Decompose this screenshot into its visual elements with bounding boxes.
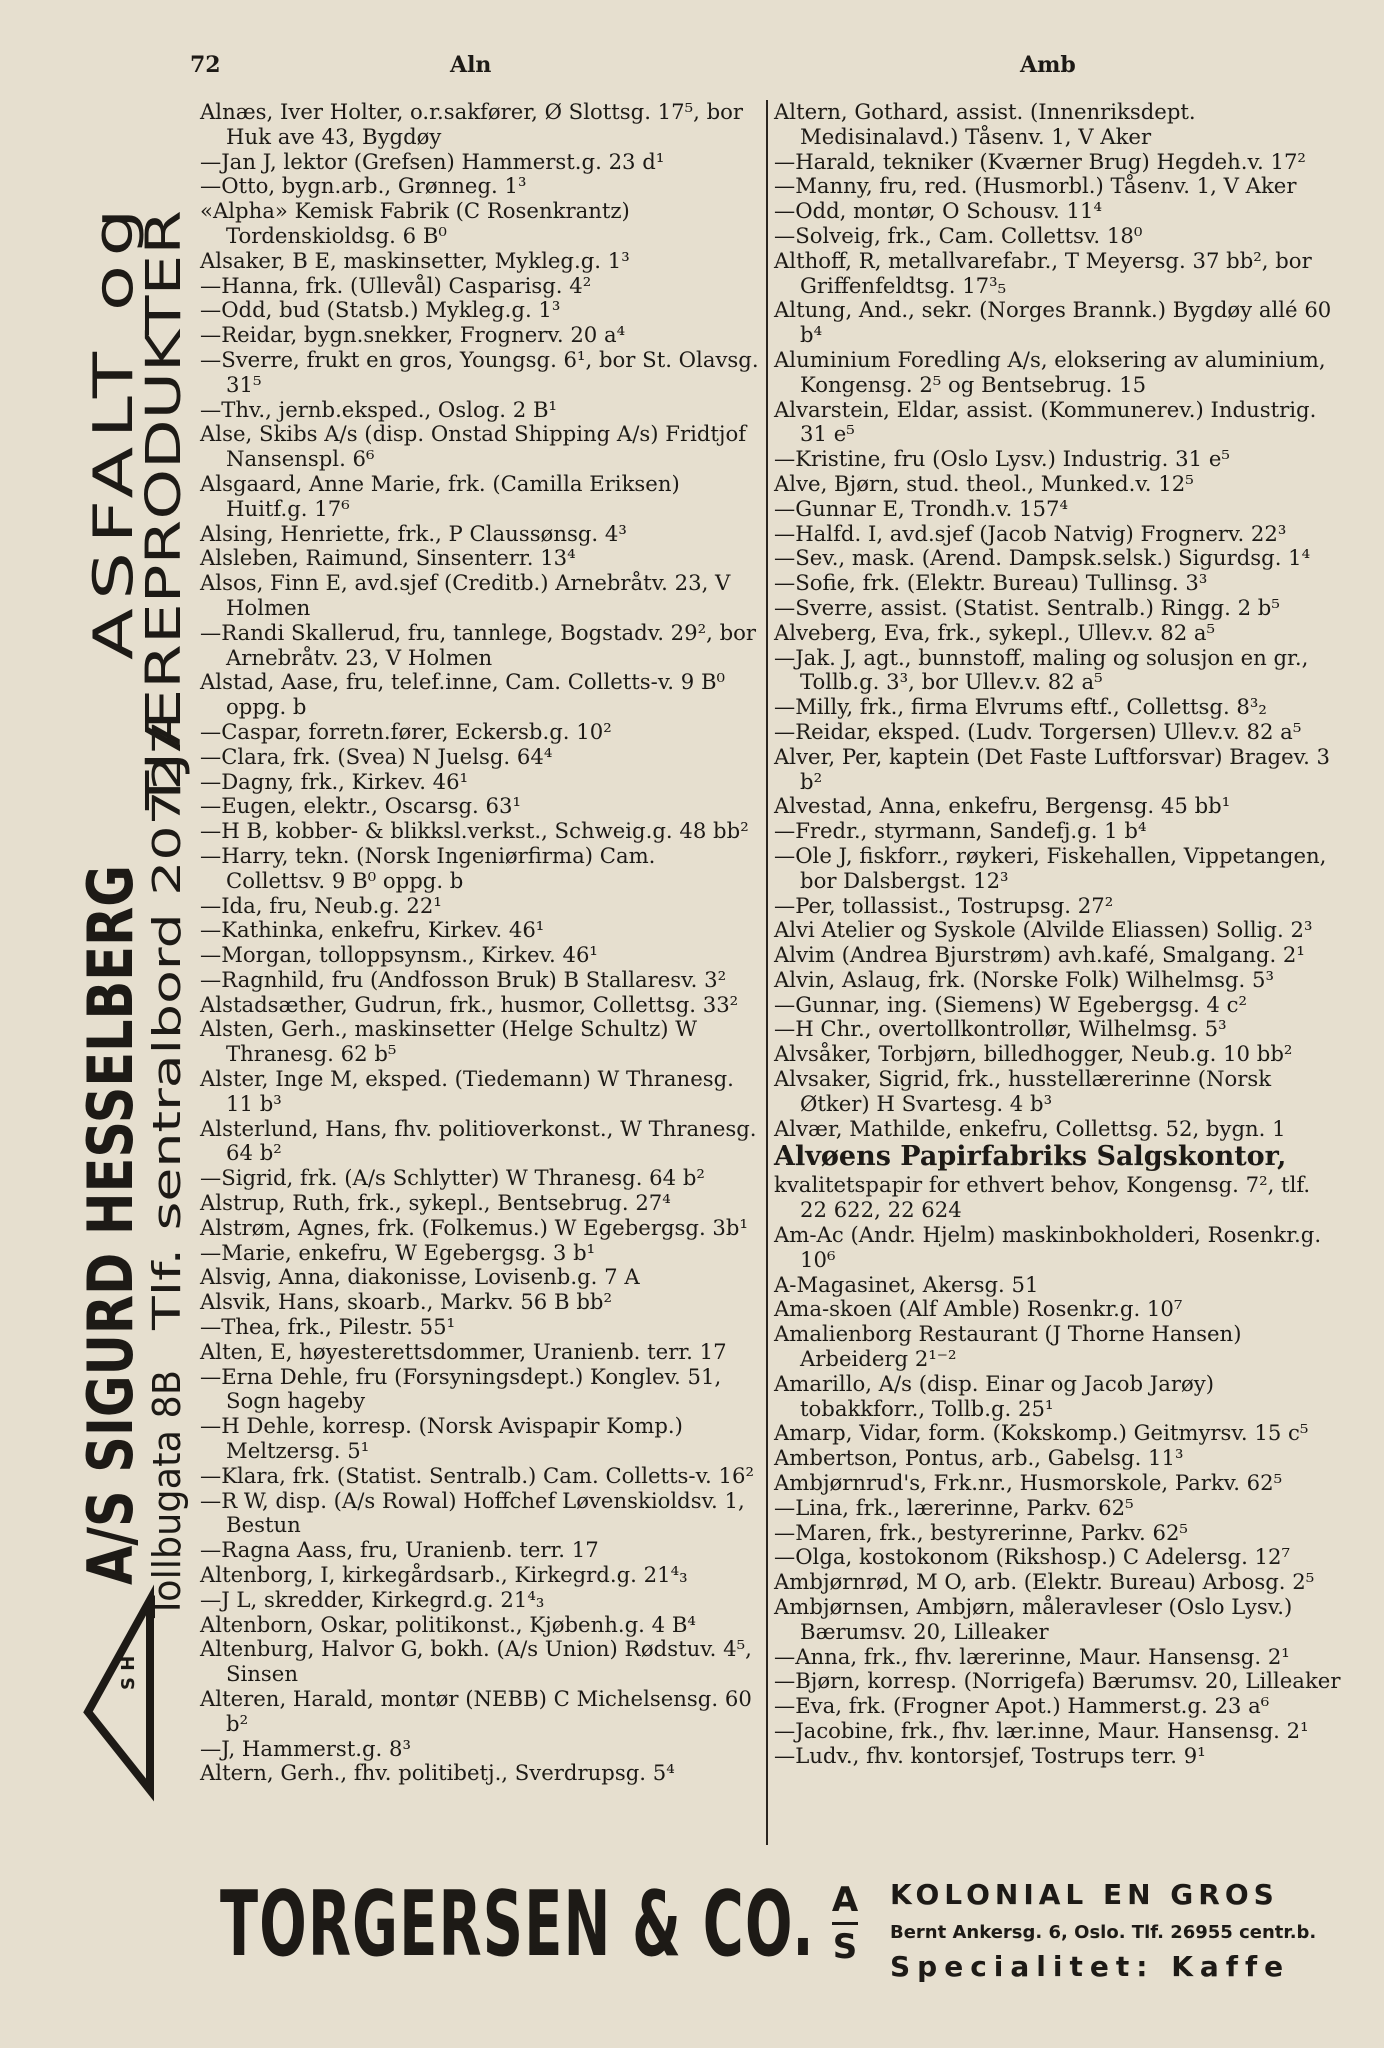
directory-entry: Alsterlund, Hans, fhv. politioverkonst., W Thranesg. 64 b² [200,1115,757,1166]
directory-entry: Alstrup, Ruth, frk., sykepl., Bentsebrug. 27⁴ [200,1190,671,1216]
directory-entry: Alvarstein, Eldar, assist. (Kommunerev.) Industrig. 31 e⁵ [774,396,1317,447]
bottom-ad-company: TORGERSEN & CO. [220,1872,815,1977]
side-ad-company: A/S SIGURD HESSELBERG [74,707,147,1585]
directory-entry: Alse, Skibs A/s (disp. Onstad Shipping A/s) Fridtjof Nansenspl. 6⁶ [200,421,747,472]
directory-entry: —Morgan, tolloppsynsm., Kirkev. 46¹ [200,942,598,968]
directory-entry: Althoff, R, metallvarefabr., T Meyersg. 37 bb², bor Griffenfeldtsg. 17³₅ [774,247,1312,298]
legal-letter-a: A [831,1880,859,1920]
directory-entry: Altung, And., sekr. (Norges Brannk.) Bygdøy allé 60 b⁴ [774,297,1332,348]
directory-entry: —Solveig, frk., Cam. Collettsv. 18⁰ [774,222,1143,248]
directory-entry: —Lina, frk., lærerinne, Parkv. 62⁵ [774,1494,1134,1520]
logo-letters: S H [118,1655,139,1690]
directory-entry: —Klara, frk. (Statist. Sentralb.) Cam. Colletts-v. 16² [200,1462,754,1488]
directory-entry: —Kathinka, enkefru, Kirkev. 46¹ [200,917,545,943]
side-advertisement [0,0,200,1860]
directory-entry: —Milly, frk., firma Elvrums eftf., Collettsg. 8³₂ [774,694,1267,720]
directory-entry: Alstad, Aase, fru, telef.inne, Cam. Colletts-v. 9 B⁰ oppg. b [200,669,726,720]
side-ad-address: Tollbugata 8B [145,1360,189,1618]
directory-entry: «Alpha» Kemisk Fabrik (C Rosenkrantz) Tordenskioldsg. 6 B⁰ [200,198,630,248]
directory-entry: Alstrøm, Agnes, frk. (Folkemus.) W Egebergsg. 3b¹ [200,1214,748,1240]
directory-entry: Alvim (Andrea Bjurstrøm) avh.kafé, Smalgang. 2¹ [774,942,1305,968]
directory-entry: —Ludv., fhv. kontorsjef, Tostrups terr. 9¹ [774,1742,1206,1768]
logo-triangle-icon [88,1600,150,1790]
directory-entry: —Sofie, frk. (Elektr. Bureau) Tullinsg. 3³ [774,570,1208,596]
bottom-ad-line3: Specialitet: Kaffe [890,1950,1291,1983]
bottom-ad-line1: KOLONIAL EN GROS [890,1878,1279,1911]
directory-entry: Am-Ac (Andr. Hjelm) maskinbokholderi, Rosenkr.g. 10⁶ [774,1222,1322,1272]
page-header [190,52,1340,92]
directory-entry: Alsaker, B E, maskinsetter, Mykleg.g. 1³ [200,247,630,273]
directory-entry: —Randi Skallerud, fru, tannlege, Bogstadv. 29², bor Arnebråtv. 23, V Holmen [200,619,757,670]
directory-entry: —Fredr., styrmann, Sandefj.g. 1 b⁴ [774,818,1147,844]
directory-entry: —Ida, fru, Neub.g. 22¹ [200,892,442,918]
directory-entry: —Bjørn, korresp. (Norrigefa) Bærumsv. 20, Lilleaker [774,1668,1341,1694]
directory-entry: —Gunnar, ing. (Siemens) W Egebergsg. 4 c² [774,991,1248,1017]
directory-entry: —Anna, frk., fhv. lærerinne, Maur. Hansensg. 2¹ [774,1643,1290,1669]
directory-entry: A-Magasinet, Akersg. 51 [774,1271,1039,1297]
directory-entry: —R W, disp. (A/s Rowal) Hoffchef Løvenskioldsv. 1, Bestun [200,1487,745,1538]
directory-entry: —Ragna Aass, fru, Uranienb. terr. 17 [200,1537,599,1563]
directory-entry: —Manny, fru, red. (Husmorbl.) Tåsenv. 1, V Aker [774,173,1297,199]
bottom-advertisement [210,1870,1350,1990]
directory-entry: —Halfd. I, avd.sjef (Jacob Natvig) Frognerv. 22³ [774,520,1287,546]
directory-entry: Alveberg, Eva, frk., sykepl., Ullev.v. 82 a⁵ [774,619,1216,645]
directory-entry: —H Chr., overtollkontrollør, Wilhelmsg. 5³ [774,1016,1227,1042]
directory-entry: —Odd, montør, O Schousv. 11⁴ [774,198,1102,224]
directory-entry: Alvin, Aslaug, frk. (Norske Folk) Wilhelmsg. 5³ [774,966,1274,992]
directory-entry: —Maren, frk., bestyrerinne, Parkv. 62⁵ [774,1519,1188,1545]
directory-entry: —Ole J, fiskforr., røykeri, Fiskehallen, Vippetangen, bor Dalsbergst. 12³ [774,842,1327,893]
directory-entry: —Olga, kostokonom (Rikshosp.) C Adelersg. 12⁷ [774,1544,1290,1570]
directory-entry: Alver, Per, kaptein (Det Faste Luftforsvar) Bragev. 3 b² [774,743,1331,794]
directory-entry: —Thv., jernb.eksped., Oslog. 2 B¹ [200,396,558,422]
legal-bar [832,1922,858,1925]
directory-entry: Alsing, Henriette, frk., P Claussønsg. 4³ [200,520,627,546]
directory-entry: Alsvig, Anna, diakonisse, Lovisenb.g. 7 A [200,1264,640,1290]
directory-entry: —Eva, frk. (Frogner Apot.) Hammerst.g. 23 a⁶ [774,1693,1270,1719]
directory-entry: Alteren, Harald, montør (NEBB) C Michelsensg. 60 b² [200,1686,752,1736]
directory-entry: —Marie, enkefru, W Egebergsg. 3 b¹ [200,1239,596,1265]
directory-entry: —Jacobine, frk., fhv. lær.inne, Maur. Hansensg. 2¹ [774,1718,1309,1743]
directory-entry: Amarillo, A/s (disp. Einar og Jacob Jarøy) tobakkforr., Tollb.g. 25¹ [774,1370,1214,1421]
directory-entry: —Hanna, frk. (Ullevål) Casparisg. 4² [200,272,592,298]
directory-entry: —Thea, frk., Pilestr. 55¹ [200,1314,456,1340]
directory-entry: —J, Hammerst.g. 8³ [200,1735,411,1761]
directory-entry: Altern, Gerh., fhv. politibetj., Sverdrupsg. 5⁴ [200,1760,675,1786]
side-ad-phone: Tlf. sentralbord 20727 [145,910,189,1330]
directory-entry: Alsgaard, Anne Marie, frk. (Camilla Eriksen) Huitf.g. 17⁶ [200,470,680,521]
directory-entry: —Kristine, fru (Oslo Lysv.) Industrig. 31 e⁵ [774,446,1230,472]
directory-entry: Alvær, Mathilde, enkefru, Collettsg. 52, bygn. 1 [774,1115,1286,1141]
directory-entry: —J L, skredder, Kirkegrd.g. 21⁴₃ [200,1586,545,1612]
directory-entry: —H B, kobber- & blikksl.verkst., Schweig.g. 48 bb² [200,818,749,844]
directory-entry: —Reidar, eksped. (Ludv. Torgersen) Ullev.v. 82 a⁵ [774,718,1302,744]
bottom-ad-line2: Bernt Ankersg. 6, Oslo. Tlf. 26955 centr.b. [890,1922,1317,1943]
page-number: 72 [190,52,221,78]
directory-entry: Alten, E, høyesterettsdommer, Uranienb. terr. 17 [200,1338,727,1364]
bottom-ad-legal-form [825,1880,865,1967]
directory-entry: Ambjørnsen, Ambjørn, måleravleser (Oslo Lysv.) Bærumsv. 20, Lilleaker [774,1594,1293,1644]
directory-entry: —Reidar, bygn.snekker, Frognerv. 20 a⁴ [200,322,626,348]
directory-entry: —Ragnhild, fru (Andfosson Bruk) B Stallaresv. 3² [200,966,727,992]
directory-entry: Alnæs, Iver Holter, o.r.sakfører, Ø Slottsg. 17⁵, bor Huk ave 43, Bygdøy [200,99,744,149]
directory-entry: —Clara, frk. (Svea) N Juelsg. 64⁴ [200,743,553,769]
directory-entry: —Eugen, elektr., Oscarsg. 63¹ [200,793,521,819]
directory-entry: Aluminium Foredling A/s, eloksering av aluminium, Kongensg. 2⁵ og Bentsebrug. 15 [774,346,1326,397]
directory-entry: —Harry, tekn. (Norsk Ingeniørfirma) Cam. Collettsv. 9 B⁰ oppg. b [200,842,656,893]
directory-entry: —Caspar, forretn.fører, Eckersb.g. 10² [200,718,612,744]
directory-entry: Alvsåker, Torbjørn, billedhogger, Neub.g. 10 bb² [774,1041,1293,1067]
directory-entry: Alsleben, Raimund, Sinsenterr. 13⁴ [200,545,576,571]
directory-entry: Ambertson, Pontus, arb., Gabelsg. 11³ [774,1445,1184,1471]
side-ad-products-bottom: TJÆREPRODUKTER [136,363,192,810]
directory-entry: —Erna Dehle, fru (Forsyningsdept.) Konglev. 51, Sogn hageby [200,1363,722,1414]
directory-entry: Alstadsæther, Gudrun, frk., husmor, Collettsg. 33² [200,991,739,1017]
directory-entry: —Otto, bygn.arb., Grønneg. 1³ [200,173,527,199]
directory-entry: —Gunnar E, Trondh.v. 157⁴ [774,495,1068,521]
directory-entry: Alve, Bjørn, stud. theol., Munked.v. 12⁵ [774,470,1194,496]
guide-word-left: Aln [450,52,492,78]
directory-entry: Alsos, Finn E, avd.sjef (Creditb.) Arnebråtv. 23, V Holmen [200,570,731,620]
directory-entry: —Sverre, assist. (Statist. Sentralb.) Ringg. 2 b⁵ [774,594,1280,620]
directory-entry: Ambjørnrød, M O, arb. (Elektr. Bureau) Arbosg. 2⁵ [774,1569,1315,1595]
directory-entry: —Sev., mask. (Arend. Dampsk.selsk.) Sigurdsg. 1⁴ [774,545,1311,571]
guide-word-right: Amb [1020,52,1076,78]
directory-entry: —Odd, bud (Statsb.) Mykleg.g. 1³ [200,297,561,323]
directory-entry: —Sverre, frukt en gros, Youngsg. 6¹, bor St. Olavsg. 31⁵ [200,346,759,397]
directory-entry: Alsten, Gerh., maskinsetter (Helge Schultz) W Thranesg. 62 b⁵ [200,1016,698,1067]
directory-entry: Ambjørnrud's, Frk.nr., Husmorskole, Parkv. 62⁵ [774,1470,1283,1496]
directory-entry: —Dagny, frk., Kirkev. 46¹ [200,768,469,794]
directory-entry: Amarp, Vidar, form. (Kokskomp.) Geitmyrsv. 15 c⁵ [774,1420,1309,1446]
directory-entry: Altenborn, Oskar, politikonst., Kjøbenh.g. 4 B⁴ [200,1611,696,1637]
directory-entry: Alvsaker, Sigrid, frk., husstellærerinne (Norsk Øtker) H Svartesg. 4 b³ [774,1066,1272,1116]
directory-entry: Ama-skoen (Alf Amble) Rosenkr.g. 10⁷ [774,1296,1183,1322]
directory-entry: —Jak. J, agt., bunnstoff, maling og solusjon en gr., Tollb.g. 3³, bor Ullev.v. 82 a⁵ [774,644,1309,695]
directory-entry: —H Dehle, korresp. (Norsk Avispapir Komp.) Meltzersg. 5¹ [200,1413,683,1464]
directory-entry: Alster, Inge M, eksped. (Tiedemann) W Thranesg. 11 b³ [200,1066,734,1116]
directory-entry: Alsvik, Hans, skoarb., Markv. 56 B bb² [200,1289,612,1315]
directory-entry: Amalienborg Restaurant (J Thorne Hansen) Arbeiderg 2¹⁻² [774,1321,1242,1372]
directory-entry: Altern, Gothard, assist. (Innenriksdept. Medisinalavd.) Tåsenv. 1, V Aker [774,99,1196,149]
directory-entry: Altenburg, Halvor G, bokh. (A/s Union) Rødstuv. 4⁵, Sinsen [200,1636,752,1687]
left-column [200,100,760,1786]
directory-entry: —Sigrid, frk. (A/s Schlytter) W Thranesg. 64 b² [200,1165,705,1191]
legal-letter-s: S [832,1927,858,1967]
column-divider [766,100,768,1845]
directory-entry: Alvi Atelier og Syskole (Alvilde Eliassen) Sollig. 2³ [774,917,1313,943]
right-column [774,100,1342,1769]
directory-entry: —Harald, tekniker (Kværner Brug) Hegdeh.v. 17² [774,148,1306,174]
directory-entry: Altenborg, I, kirkegårdsarb., Kirkegrd.g. 21⁴₃ [200,1562,688,1588]
directory-entry: —Per, tollassist., Tostrupsg. 27² [774,892,1114,918]
side-ad-products-top: ASFALT og [82,331,145,660]
directory-entry: Alvestad, Anna, enkefru, Bergensg. 45 bb¹ [774,793,1231,819]
directory-entry: kvalitetspapir for ethvert behov, Kongensg. 7², tlf. 22 622, 22 624 [774,1172,1311,1223]
directory-entry: —Jan J, lektor (Grefsen) Hammerst.g. 23 d¹ [200,148,665,174]
directory-entry: Alvøens Papirfabriks Salgskontor, [774,1141,1287,1173]
